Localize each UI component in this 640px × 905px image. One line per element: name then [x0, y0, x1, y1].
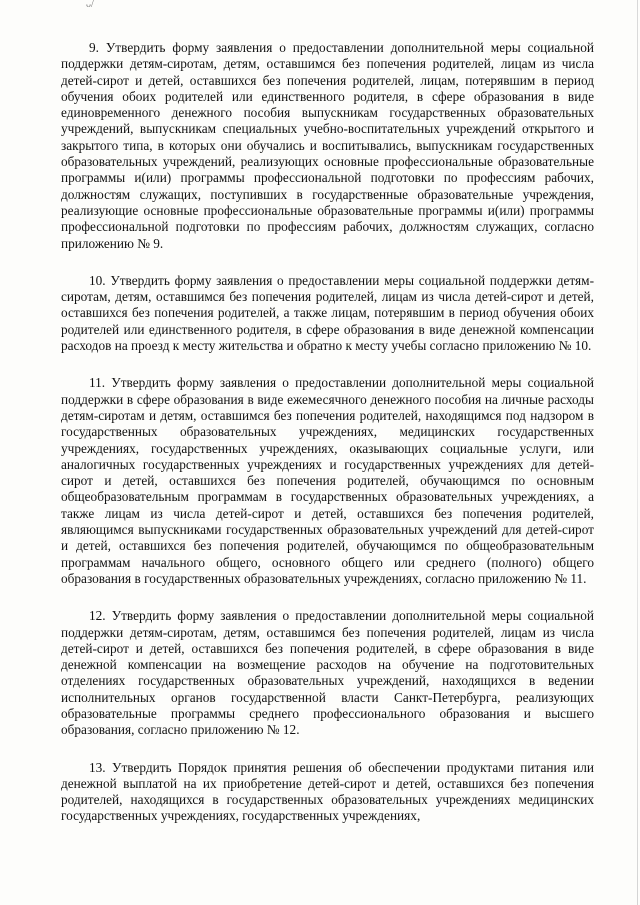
paragraph-item-12: 12. Утвердить форму заявления о предоставлении дополнительной меры социальной поддержки детям-сиротам, детям, оставшимся без попечения родителей, лицам из числа детей-сирот и детей, оставшихся без попечения родителей, в сфере образования в виде денежной компенсации на возмещение расходов на обучение на подготовительных отделениях государственных образовательных учреждений, находящихся в ведении исполнительных органов государственной власти Санкт-Петербурга, реализующих образовательные программы среднего профессионального образования и высшего образования, согласно приложению № 12. [61, 608, 594, 738]
paragraph-item-11: 11. Утвердить форму заявления о предоставлении дополнительной меры социальной поддержки в сфере образования в виде ежемесячного денежного пособия на личные расходы детям-сиротам и детям, оставшимся без попечения родителей, находящимся под надзором в государственных образовательных учреждениях, медицинских государственных учреждениях, государственных учреждениях, оказывающих социальные услуги, или аналогичных государственных учреждениях и государственных учреждениях для детей-сирот и детей, оставшихся без попечения родителей, обучающимся по основным общеобразовательным программам в государственных образовательных учреждениях, а также лицам из числа детей-сирот и детей, оставшихся без попечения родителей, являющимся выпускниками государственных образовательных учреждений для детей-сирот и детей, оставшихся без попечения родителей, обучающимся по общеобразовательным программам начального общего, основного общего или среднего (полного) общего образования в государственных образовательных учреждениях, согласно приложению № 11. [61, 375, 594, 586]
paragraph-item-10: 10. Утвердить форму заявления о предоставлении меры социальной поддержки детям-сиротам, детям, оставшимся без попечения родителей, лицам из числа детей-сирот и детей, оставшихся без попечения родителей, а также лицам, потерявшим в период обучения обоих родителей или единственного родителя, в сфере образования в виде денежной компенсации расходов на проезд к месту жительства и обратно к месту учебы согласно приложению № 10. [61, 272, 594, 354]
paragraph-item-13: 13. Утвердить Порядок принятия решения об обеспечении продуктами питания или денежной выплатой на их приобретение детей-сирот и детей, оставшихся без попечения родителей, находящихся в государственных образовательных учреждениях медицинских государственных учреждениях, государственных учреждениях, [61, 759, 594, 824]
document-body [61, 40, 594, 825]
scan-mark: ᴗ/ [86, 0, 94, 10]
scan-edge-line [637, 0, 638, 905]
paragraph-item-9: 9. Утвердить форму заявления о предоставлении дополнительной меры социальной поддержки детям-сиротам, детям, оставшимся без попечения родителей, лицам из числа детей-сирот и детей, оставшихся без попечения родителей, лицам, потерявшим в период обучения обоих родителей или единственного родителя, в сфере образования в виде единовременного денежного пособия выпускникам государственных образовательных учреждений, выпускникам специальных учебно-воспитательных учреждений открытого и закрытого типа, в которых они обучались и воспитывались, выпускникам государственных образовательных учреждений, реализующих основные профессиональные образовательные программы и(или) программы профессиональной подготовки по профессиям рабочих, должностям служащих, поступивших в государственные образовательные учреждения, реализующие основные профессиональные образовательные программы и(или) программы профессиональной подготовки по профессиям рабочих, должностям служащих, согласно приложению № 9. [61, 40, 594, 251]
